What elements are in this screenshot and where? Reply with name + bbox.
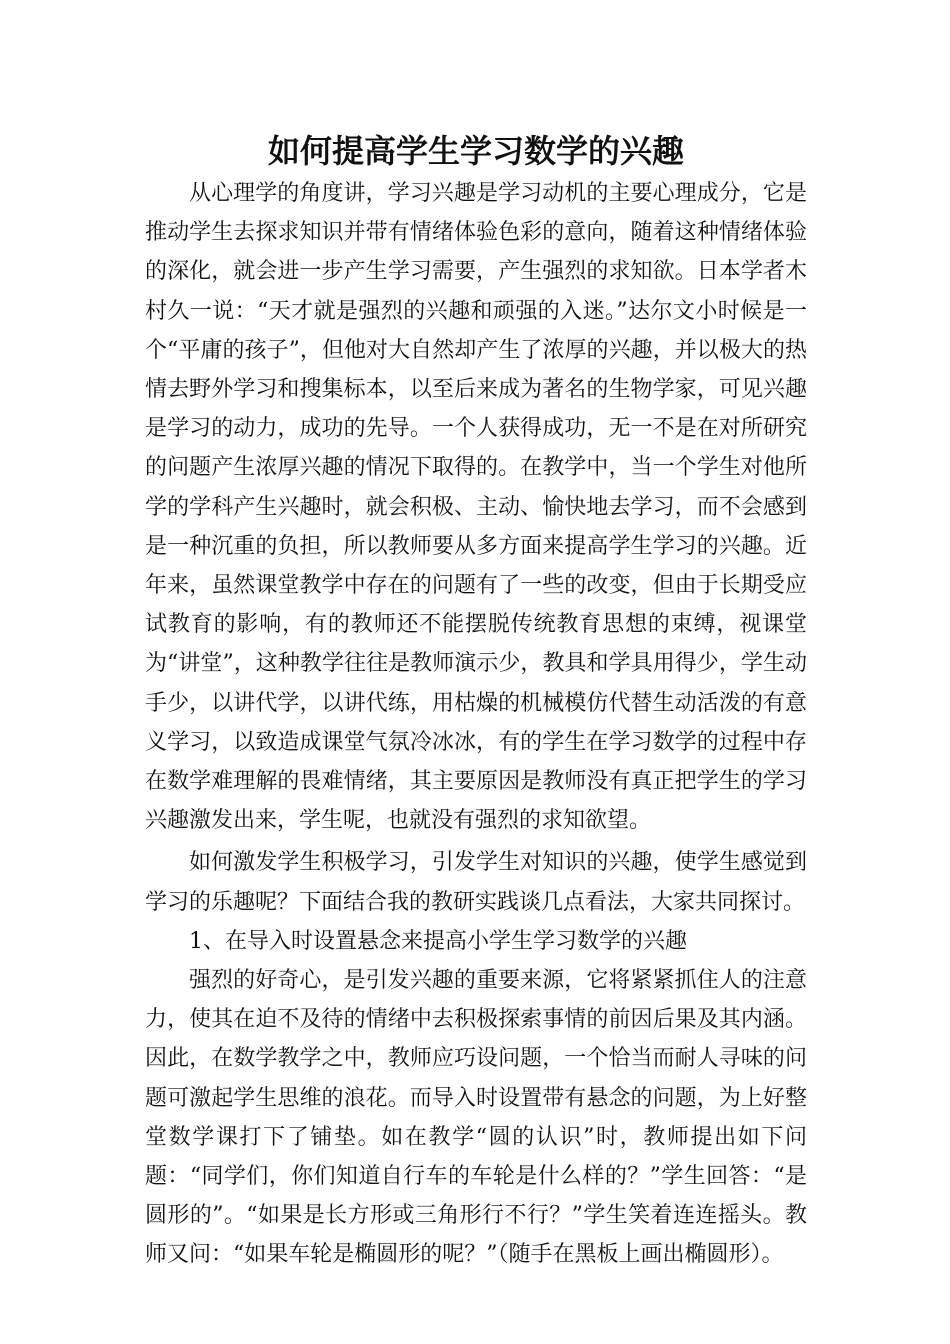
paragraph-intro: 从心理学的角度讲，学习兴趣是学习动机的主要心理成分，它是推动学生去探求知识并带有情绪体验色彩的意向，随着这种情绪体验的深化，就会进一步产生学习需要，产生强烈的求知欲。日本学者木村久一说：“天才就是强烈的兴趣和顽强的入迷。”达尔文小时候是一个“平庸的孩子”，但他对大自然却产生了浓厚的兴趣，并以极大的热情去野外学习和搜集标本，以至后来成为著名的生物学家，可见兴趣是学习的动力，成功的先导。一个人获得成功，无一不是在对所研究的问题产生浓厚兴趣的情况下取得的。在教学中，当一个学生对他所学的学科产生兴趣时，就会积极、主动、愉快地去学习，而不会感到是一种沉重的负担，所以教师要从多方面来提高学生学习的兴趣。近年来，虽然课堂教学中存在的问题有了一些的改变，但由于长期受应试教育的影响，有的教师还不能摆脱传统教育思想的束缚，视课堂为“讲堂”，这种教学往往是教师演示少，教具和学具用得少，学生动手少，以讲代学，以讲代练，用枯燥的机械模仿代替生动活泼的有意义学习，以致造成课堂气氛冷冰冰，有的学生在学习数学的过程中存在数学难理解的畏难情绪，其主要原因是教师没有真正把学生的学习兴趣激发出来，学生呢，也就没有强烈的求知欲望。 xyxy=(145,181,807,834)
paragraph-question: 如何激发学生积极学习，引发学生对知识的兴趣，使学生感觉到学习的乐趣呢？下面结合我的教研实践谈几点看法，大家共同探讨。 xyxy=(145,850,807,915)
document-title: 如何提高学生学习数学的兴趣 xyxy=(267,132,684,170)
section-heading: 1、在导入时设置悬念来提高小学生学习数学的兴趣 xyxy=(189,928,687,954)
paragraph-section-body: 强烈的好奇心，是引发兴趣的重要来源，它将紧紧抓住人的注意力，使其在迫不及待的情绪中去积极探索事情的前因后果及其内涵。因此，在数学教学之中，教师应巧设问题，一个恰当而耐人寻味的问题可激起学生思维的浪花。而导入时设置带有悬念的问题，为上好整堂数学课打下了铺垫。如在教学“圆的认识”时，教师提出如下问题：“同学们，你们知道自行车的车轮是什么样的？”学生回答：“是圆形的”。“如果是长方形或三角形行不行？”学生笑着连连摇头。教师又问：“如果车轮是椭圆形的呢？”（随手在黑板上画出椭圆形）。 xyxy=(145,968,807,1268)
document-body xyxy=(145,128,807,1275)
